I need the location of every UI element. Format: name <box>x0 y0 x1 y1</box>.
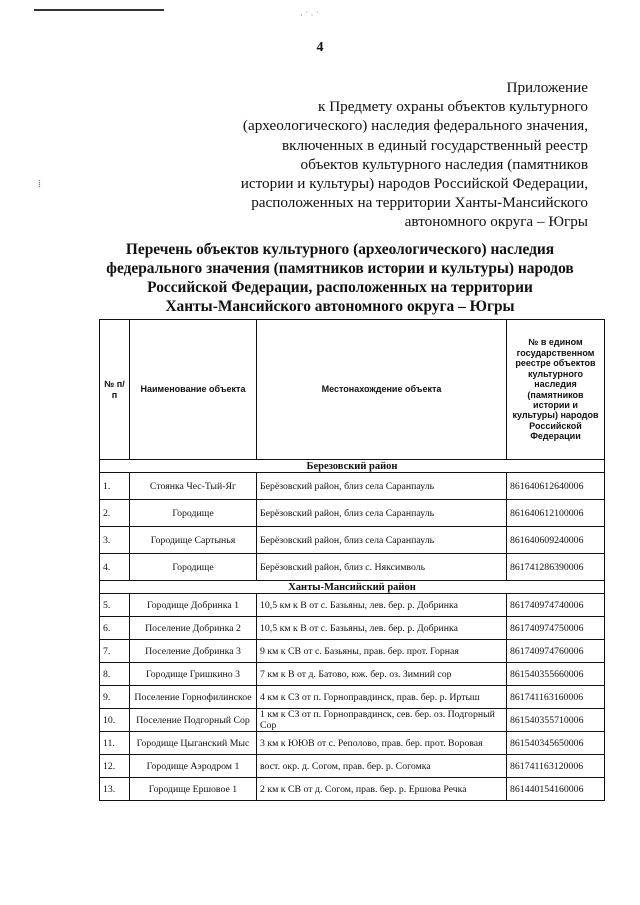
table-row <box>100 527 605 554</box>
row-num: 3. <box>100 527 130 554</box>
row-name: Поселение Добринка 3 <box>130 640 257 663</box>
table-row <box>100 686 605 709</box>
registry-table <box>99 319 605 801</box>
row-num: 4. <box>100 554 130 581</box>
row-name: Городище <box>130 554 257 581</box>
row-location: Берёзовский район, близ села Саранпауль <box>257 527 507 554</box>
document-title <box>60 240 620 316</box>
title-line: Ханты-Мансийского автономного округа – Югры <box>165 298 515 315</box>
header-location: Местонахождение объекта <box>257 320 507 460</box>
row-location: 9 км к СВ от с. Базьяны, прав. бер. прот. Горная <box>257 640 507 663</box>
row-num: 11. <box>100 732 130 755</box>
row-code: 861740974760006 <box>507 640 605 663</box>
title-line: федерального значения (памятников истории и культуры) народов <box>106 260 574 277</box>
appendix-line: истории и культуры) народов Российской Федерации, <box>240 175 588 193</box>
table-row <box>100 500 605 527</box>
appendix-line: включенных в единый государственный реестр <box>281 136 588 154</box>
scan-noise-mark: · ˙ · ˙ <box>300 10 319 20</box>
row-location: Берёзовский район, близ села Саранпауль <box>257 500 507 527</box>
scan-margin-mark: ⁞ <box>38 178 42 190</box>
row-name: Поселение Горнофилинское <box>130 686 257 709</box>
row-code: 861640609240006 <box>507 527 605 554</box>
row-num: 12. <box>100 755 130 778</box>
row-code: 861740974740006 <box>507 594 605 617</box>
row-name: Городище <box>130 500 257 527</box>
row-num: 1. <box>100 473 130 500</box>
row-code: 861440154160006 <box>507 778 605 801</box>
row-name: Городище Аэродром 1 <box>130 755 257 778</box>
table-row <box>100 732 605 755</box>
table-row <box>100 554 605 581</box>
row-location: 10,5 км к В от с. Базьяны, лев. бер. р. Добринка <box>257 594 507 617</box>
row-location: 4 км к СЗ от п. Горноправдинск, прав. бер. р. Иртыш <box>257 686 507 709</box>
table-row <box>100 709 605 732</box>
row-name: Городище Цыганский Мыс <box>130 732 257 755</box>
row-code: 861640612640006 <box>507 473 605 500</box>
appendix-line: объектов культурного наследия (памятников <box>300 155 588 173</box>
scan-top-line <box>34 9 164 11</box>
table-row <box>100 663 605 686</box>
row-num: 5. <box>100 594 130 617</box>
row-num: 7. <box>100 640 130 663</box>
table-row <box>100 778 605 801</box>
row-location: Берёзовский район, близ с. Няксимволь <box>257 554 507 581</box>
appendix-line: (археологического) наследия федерального значения, <box>242 117 588 135</box>
row-code: 861741286390006 <box>507 554 605 581</box>
section-title: Березовский район <box>100 460 605 473</box>
row-code: 861640612100006 <box>507 500 605 527</box>
header-registry: № в едином государственном реестре объектов культурного наследия (памятников истории и культуры) народов Российской Федерации <box>507 320 605 460</box>
row-name: Поселение Подгорный Сор <box>130 709 257 732</box>
table-row <box>100 640 605 663</box>
appendix-block <box>188 78 588 232</box>
appendix-line: Приложение <box>506 79 588 96</box>
header-num: № п/п <box>100 320 130 460</box>
row-num: 13. <box>100 778 130 801</box>
row-code: 861740974750006 <box>507 617 605 640</box>
row-name: Городище Сартынья <box>130 527 257 554</box>
row-num: 6. <box>100 617 130 640</box>
table-row <box>100 473 605 500</box>
row-name: Городище Ершовое 1 <box>130 778 257 801</box>
row-code: 861741163160006 <box>507 686 605 709</box>
appendix-line: к Предмету охраны объектов культурного <box>318 98 588 116</box>
table-row <box>100 755 605 778</box>
row-location: 3 км к ЮЮВ от с. Реполово, прав. бер. прот. Воровая <box>257 732 507 755</box>
row-code: 861540355660006 <box>507 663 605 686</box>
row-location: 2 км к СВ от д. Согом, прав. бер. р. Ершова Речка <box>257 778 507 801</box>
table-row <box>100 617 605 640</box>
row-name: Городище Гришкино 3 <box>130 663 257 686</box>
row-code: 861540355710006 <box>507 709 605 732</box>
row-num: 2. <box>100 500 130 527</box>
appendix-line: автономного округа – Югры <box>404 213 588 231</box>
row-location: 7 км к В от д. Батово, юж. бер. оз. Зимний сор <box>257 663 507 686</box>
row-location: вост. окр. д. Согом, прав. бер. р. Согомка <box>257 755 507 778</box>
row-code: 861741163120006 <box>507 755 605 778</box>
row-name: Стоянка Чес-Тый-Яг <box>130 473 257 500</box>
title-line: Российской Федерации, расположенных на территории <box>147 279 533 296</box>
row-location: 1 км к СЗ от п. Горноправдинск, сев. бер. оз. Подгорный Сор <box>257 709 507 732</box>
row-name: Городище Добринка 1 <box>130 594 257 617</box>
table-row <box>100 594 605 617</box>
appendix-line: расположенных на территории Ханты-Мансийского <box>251 194 588 212</box>
row-location: Берёзовский район, близ села Саранпауль <box>257 473 507 500</box>
row-num: 9. <box>100 686 130 709</box>
section-title: Ханты-Мансийский район <box>100 581 605 594</box>
row-num: 8. <box>100 663 130 686</box>
row-num: 10. <box>100 709 130 732</box>
row-code: 861540345650006 <box>507 732 605 755</box>
row-name: Поселение Добринка 2 <box>130 617 257 640</box>
header-name: Наименование объекта <box>130 320 257 460</box>
title-line: Перечень объектов культурного (археологического) наследия <box>125 241 555 258</box>
row-location: 10,5 км к В от с. Базьяны, лев. бер. р. Добринка <box>257 617 507 640</box>
page-number: 4 <box>316 40 324 55</box>
